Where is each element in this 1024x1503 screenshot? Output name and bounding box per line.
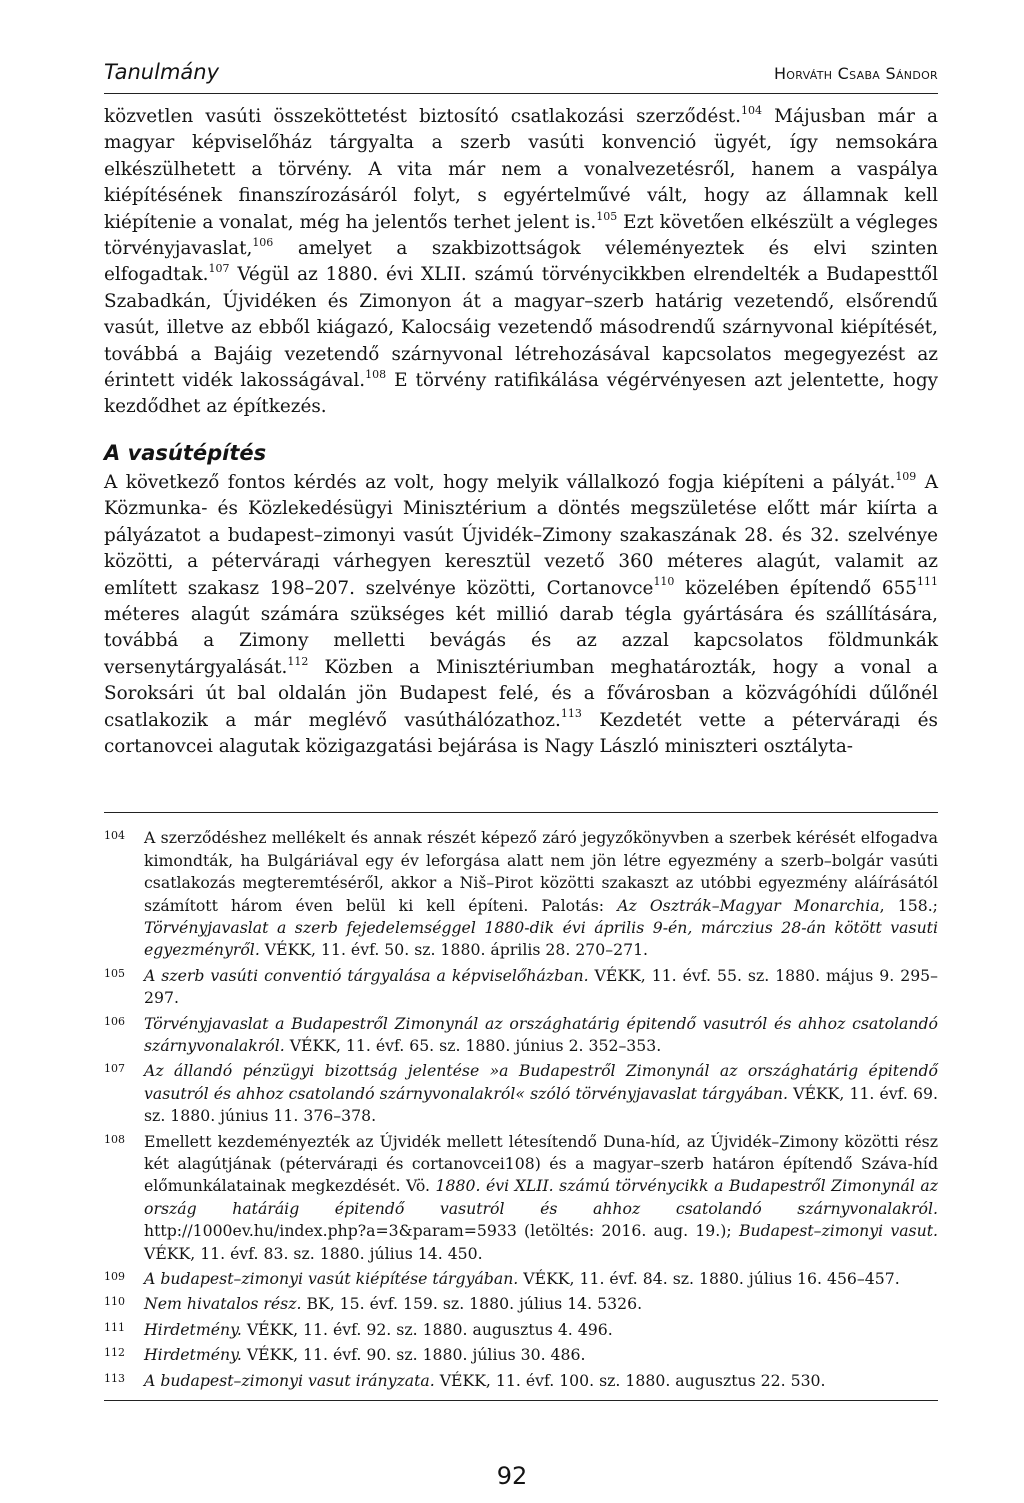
footnote-106 (104, 1013, 938, 1058)
text-run: VÉKK, 11. évf. 83. sz. 1880. július 14. 450. (144, 1243, 483, 1263)
footnote-text (144, 1344, 938, 1366)
text-run: közvetlen vasúti összeköttetést biztosító csatlakozási szerződést. (104, 106, 741, 127)
text-run: VÉKK, 11. évf. 84. sz. 1880. július 16. 456–457. (518, 1269, 900, 1289)
text-run: méteres alagút számára szükséges két millió darab tégla gyártására és szállítására, továbbá a Zimony melletti bevágás és az azzal kapcsolatos földmunkák versenytárgyalását. (104, 603, 938, 678)
text-run: http://1000ev.hu/index.php?a=3&param=5933 (letöltés: 2016. aug. 19.); (144, 1221, 739, 1241)
footnote-110 (104, 1293, 938, 1315)
footnote-number: 107 (104, 1062, 125, 1076)
text-run: A következő fontos kérdés az volt, hogy melyik vállalkozó fogja kiépíteni a pályát. (104, 471, 896, 493)
running-head-author: Horváth Csaba Sándor (773, 64, 938, 83)
footnote-number: 113 (104, 1371, 125, 1385)
footnote-reference[interactable]: 107 (208, 262, 230, 276)
footnote-text (144, 1060, 938, 1127)
text-run: Kezdetét vette a pétervárадi és cortanovcei alagutak közigazgatási bejárása is Nagy László miniszteri osztálytа- (104, 709, 938, 757)
footnote-reference[interactable]: 105 (596, 209, 618, 223)
italic-citation: Az Osztrák–Magyar Monarchia (617, 895, 880, 915)
text-run: Végül az 1880. évi XLII. számú törvénycikkben elrendelték a Budapesttől Szabadkán, Újvidéken és Zimonyon át a magyar–szerb határig vezetendő, elsőrendű vasút, illetve az ebből kiágazó, Kalocsáig vezetendő másodrendű szárnyvonal kiépítését, továbbá a Bajáig vezetendő szárnyvonal létrehozásával kapcsolatos megegyezést az érintett vidék lakosságával. (104, 264, 938, 392)
section-heading: A vasútépítés (104, 440, 267, 465)
italic-citation: A budapest–zimonyi vasút kiépítése tárgyában. (144, 1269, 519, 1289)
footnote-113 (104, 1370, 938, 1392)
body-paragraph-1 (104, 104, 938, 421)
italic-citation: Az állandó pénzügyi bizottság jelentése »a Budapestről Zimonynál az országhatárig épitendő vasutról és ahhoz csatolandó szárnyvonalakról« szóló törvényjavaslat tárgyában. (144, 1061, 938, 1103)
footnote-text (144, 827, 938, 961)
text-run: VÉKK, 11. évf. 55. sz. 1880. május 9. 295–297. (144, 965, 938, 1008)
italic-citation: Hirdetmény. (144, 1319, 242, 1339)
text-run: VÉKK, 11. évf. 69. sz. 1880. június 11. 376–378. (144, 1083, 938, 1126)
italic-citation: Törvényjavaslat a szerb fejedelemséggel 1880-dik évi április 9-én, márczius 28-án kötött vasuti egyezményről. (144, 917, 938, 960)
footnote-number: 106 (104, 1014, 125, 1028)
text-run: E törvény ratifikálása végérvényesen azt jelentette, hogy kezdődhet az építkezés. (104, 370, 938, 418)
page-number: 92 (496, 1462, 528, 1490)
italic-citation: Törvényjavaslat a Budapestről Zimonynál az országhatárig épitendő vasutról és ahhoz csatolandó szárnyvonalakról. (144, 1013, 938, 1055)
footnote-reference[interactable]: 113 (560, 707, 582, 721)
footnote-number: 112 (104, 1346, 125, 1360)
footnote-text (144, 1013, 938, 1058)
text-run: Emellett kezdeményezték az Újvidék mellett létesítendő Duna-híd, az Újvidék–Zimony közötti rész két alagútjának (pétervárадi és cortanovcei108) és a magyar–szerb határon építendő Száva-híd előmunkálatainak megkezdését. Vö. (144, 1131, 938, 1196)
footnote-109 (104, 1268, 938, 1290)
footnote-text (144, 965, 938, 1010)
text-run: Májusban már a magyar képviselőház tárgyalta a szerb vasúti konvenció ügyét, így nemsokára elkészülhetett a törvény. A vita már nem a vonalvezetésről, hanem a vaspálya kiépítésének finanszírozásáról folyt, s egyértelművé vált, hogy az államnak kell kiépítenie a vonalat, még ha jelentős terhet jelent is. (104, 106, 938, 233)
footnote-text (144, 1319, 938, 1341)
text-run: közelében építendő 655 (674, 577, 917, 599)
footnote-reference[interactable]: 106 (252, 235, 274, 249)
running-head (104, 60, 938, 94)
text-run: A Közmunka- és Közlekedésügyi Minisztérium a döntés megszületése előtt már kiírta a pályázatot a budapest–zimonyi vasút Újvidék–Zimony szakaszának 28. és 32. szelvénye közötti, a pétervárадi várhegyen keresztül vezető 360 méteres alagút, valamit az említett szakasz 198–207. szelvénye közötti, Cortanovce (104, 471, 939, 599)
text-run: VÉKK, 11. évf. 50. sz. 1880. április 28. 270–271. (259, 940, 649, 960)
body-paragraph-2 (104, 470, 938, 760)
italic-citation: Budapest–zimonyi vasut. (738, 1221, 938, 1241)
footnote-107 (104, 1060, 938, 1127)
italic-citation: Nem hivatalos rész. (144, 1294, 302, 1314)
footnote-104 (104, 827, 938, 961)
footnote-reference[interactable]: 104 (741, 103, 762, 117)
text-run: BK, 15. évf. 159. sz. 1880. július 14. 5326. (301, 1294, 643, 1314)
text-run: Közben a Minisztériumban meghatározták, hogy a vonal a Soroksári út bal oldalán jön Budapest felé, és a fővárosban a közvágóhídi dűlőnél csatlakozik a már meglévő vasúthálózathoz. (104, 656, 938, 731)
footnote-reference[interactable]: 112 (287, 654, 309, 668)
footnote-number: 109 (104, 1270, 125, 1284)
text-run: amelyet a szakbizottságok véleményeztek és elvi szinten elfogadtak. (104, 238, 938, 286)
footnote-number: 111 (104, 1320, 125, 1334)
italic-citation: A szerb vasúti conventió tárgyalása a képviselőházban. (144, 965, 589, 985)
footnote-reference[interactable]: 110 (653, 575, 675, 589)
italic-citation: A budapest–zimonyi vasut irányzata. (144, 1370, 435, 1390)
footnote-111 (104, 1319, 938, 1341)
text-run: , 158.; (879, 895, 938, 915)
footnote-divider (104, 812, 938, 813)
text-run: VÉKK, 11. évf. 90. sz. 1880. július 30. 486. (241, 1345, 586, 1365)
text-run: VÉKK, 11. évf. 92. sz. 1880. augusztus 4. 496. (241, 1319, 613, 1339)
text-run: A szerződéshez mellékelt és annak részét képező záró jegyzőkönyvben a szerbek kérését elfogadva kimondták, ha Bulgáriával egy év leforgása alatt nem jön létre egyezmény a szerb–bolgár vasúti csatlakozás megteremtéséről, akkor a Niš–Pirot közötti szakaszt az utóbbi egyezmény aláírásától számított három éven belül ki kell építeni. Palotás: (144, 828, 938, 915)
text-run: VÉKK, 11. évf. 65. sz. 1880. június 2. 352–353. (284, 1036, 662, 1055)
footnote-reference[interactable]: 108 (365, 367, 387, 381)
running-head-title: Tanulmány (104, 60, 220, 84)
footnote-text (144, 1370, 938, 1392)
footnote-112 (104, 1344, 938, 1366)
footnotes (104, 827, 938, 1392)
footnote-end-divider (104, 1400, 938, 1401)
footnote-text (144, 1293, 938, 1315)
footnote-reference[interactable]: 111 (917, 575, 938, 589)
text-run: VÉKK, 11. évf. 100. sz. 1880. augusztus 22. 530. (434, 1370, 826, 1390)
footnote-reference[interactable]: 109 (895, 469, 917, 483)
footnote-number: 110 (104, 1295, 125, 1309)
footnote-text (144, 1268, 938, 1290)
page (104, 60, 938, 1401)
footnote-number: 105 (104, 966, 125, 980)
italic-citation: Hirdetmény. (144, 1345, 242, 1365)
italic-citation: 1880. évi XLII. számú törvénycikk a Budapestről Zimonynál az ország határáig épitendő vasutról és ahhoz csatolandó szárnyvonalakról. (144, 1176, 938, 1218)
text-run: Ezt követően elkészült a végleges törvényjavaslat, (104, 211, 939, 260)
footnote-105 (104, 965, 938, 1010)
footnote-text (144, 1131, 938, 1265)
footnote-number: 108 (104, 1132, 125, 1146)
footnote-number: 104 (104, 829, 125, 843)
footnote-108 (104, 1131, 938, 1265)
